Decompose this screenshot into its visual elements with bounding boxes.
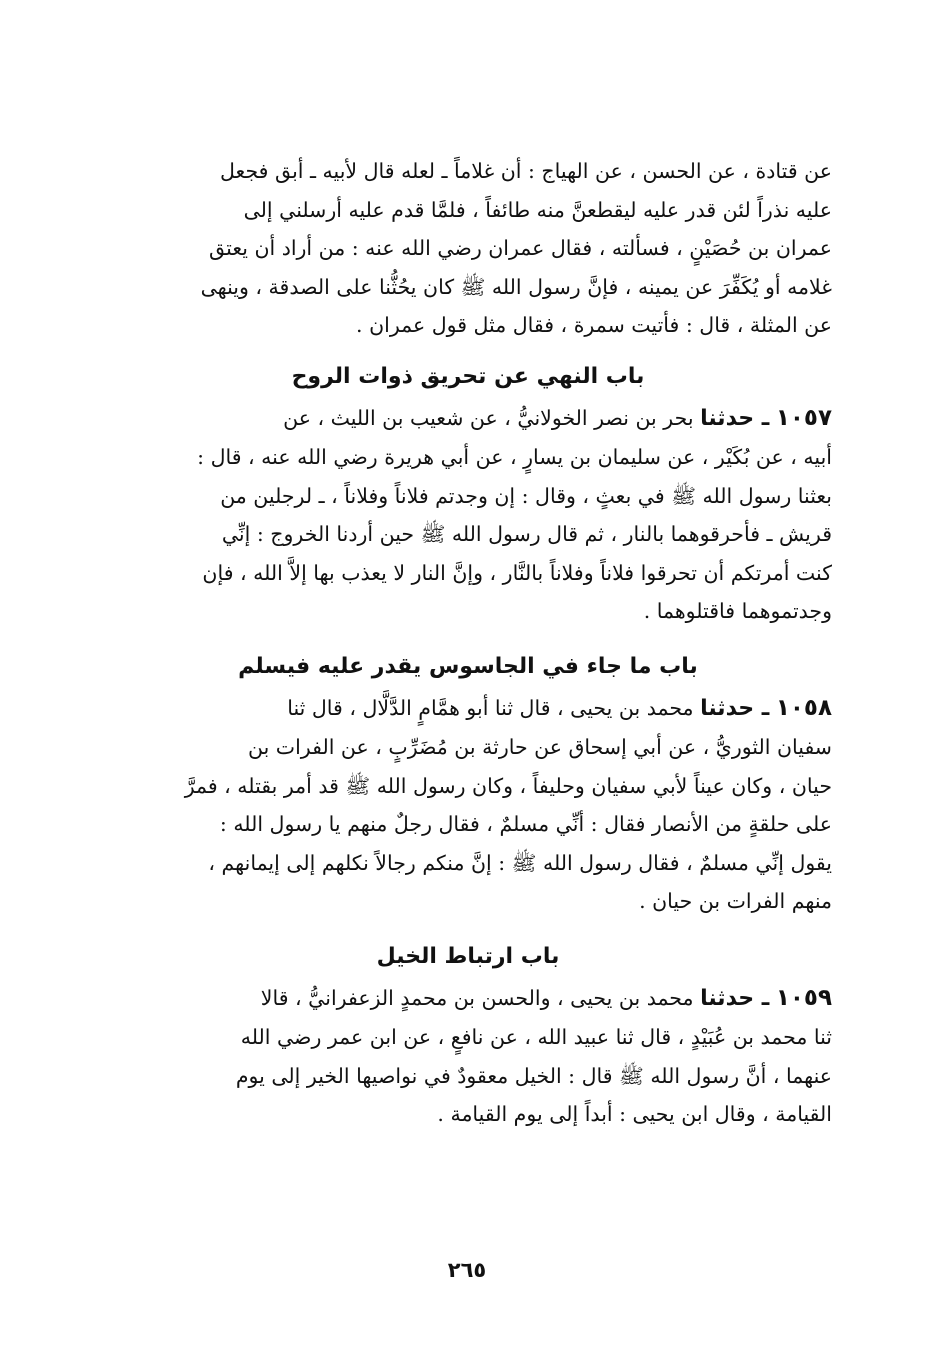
hadith-1059 <box>104 979 832 1134</box>
hadith-1057 <box>104 399 832 631</box>
page-body <box>104 152 832 1134</box>
text-line: أبيه ، عن بُكَيْر ، عن سليمان بن يسارٍ ، عن أبي هريرة رضي الله عنه ، قال : <box>197 445 832 469</box>
haddathana-marker: ـ حدثنا <box>700 985 770 1011</box>
hadith-first-line <box>104 399 832 439</box>
section-heading-1057: باب النهي عن تحريق ذوات الروح <box>291 363 645 389</box>
text-line: قريش ـ فأحرقوهما بالنار ، ثم قال رسول الله ﷺ حين أردنا الخروج : إنِّي <box>221 522 832 546</box>
page-number: ٢٦٥ <box>447 1258 487 1282</box>
hadith-first-line <box>104 689 832 729</box>
hadith-1058 <box>104 689 832 921</box>
opening-paragraph <box>104 152 832 345</box>
text-line: عليه نذراً لئن قدر عليه ليقطعنَّ منه طائفاً ، فلمَّا قدم عليه أرسلني إلى <box>243 197 832 222</box>
text-line: بعثنا رسول الله ﷺ في بعثٍ ، وقال : إن وجدتم فلاناً وفلاناً ، ـ لرجلين من <box>220 483 832 508</box>
text-line: القيامة ، وقال ابن يحيى : أبداً إلى يوم القيامة . <box>437 1102 832 1126</box>
text-line: عمران بن حُصَيْنٍ ، فسألته ، فقال عمران رضي الله عنه : من أراد أن يعتق <box>209 236 832 260</box>
text-line: ثنا محمد بن عُبَيْدٍ ، قال ثنا عبيد الله ، عن نافعٍ ، عن ابن عمر رضي الله <box>240 1025 832 1049</box>
text-line: محمد بن يحيى ، قال ثنا أبو همَّامٍ الدَّلَّال ، قال ثنا <box>287 695 694 720</box>
text-line: كنت أمرتكم أن تحرقوا فلاناً وفلاناً بالنَّار ، وإنَّ النار لا يعذب بها إلاَّ الله ، فإن <box>202 560 832 585</box>
section-heading-1059: باب ارتباط الخيل <box>376 943 560 969</box>
hadith-number: ١٠٥٧ <box>775 404 832 431</box>
section-heading-1058: باب ما جاء في الجاسوس يقدر عليه فيسلم <box>238 653 698 679</box>
text-line: منهم الفرات بن حيان . <box>639 889 832 913</box>
text-line: يقول إنِّي مسلمٌ ، فقال رسول الله ﷺ : إنَّ منكم رجالاً نكلهم إلى إيمانهم ، <box>208 850 832 875</box>
text-line: محمد بن يحيى ، والحسن بن محمدٍ الزعفرانيُّ ، قالا <box>260 985 694 1010</box>
text-line: غلامه أو يُكَفِّرَ عن يمينه ، فإنَّ رسول الله ﷺ كان يحُثُّنا على الصدقة ، وينهى <box>200 274 832 299</box>
hadith-number: ١٠٥٩ <box>775 984 832 1011</box>
haddathana-marker: ـ حدثنا <box>700 695 770 721</box>
text-line: وجدتموهما فاقتلوهما . <box>643 599 832 623</box>
text-line: بحر بن نصر الخولانيُّ ، عن شعيب بن الليث ، عن <box>283 405 694 430</box>
haddathana-marker: ـ حدثنا <box>700 405 770 431</box>
text-line: عن قتادة ، عن الحسن ، عن الهياج : أن غلاماً ـ لعله قال لأبيه ـ أبق فجعل <box>220 159 832 183</box>
hadith-first-line <box>104 979 832 1019</box>
text-line: على حلقةٍ من الأنصار فقال : أنِّي مسلمٌ ، فقال رجلٌ منهم يا رسول الله : <box>219 812 832 836</box>
text-line: عن المثلة ، قال : فأتيت سمرة ، فقال مثل قول عمران . <box>356 313 832 337</box>
text-line: سفيان الثوريُّ ، عن أبي إسحاق عن حارثة بن مُضَرِّبٍ ، عن الفرات بن <box>247 735 832 759</box>
hadith-number: ١٠٥٨ <box>775 694 832 721</box>
text-line: عنهما ، أنَّ رسول الله ﷺ قال : الخيل معقودٌ في نواصيها الخير إلى يوم <box>235 1063 832 1088</box>
text-line: حيان ، وكان عيناً لأبي سفيان وحليفاً ، وكان رسول الله ﷺ قد أمر بقتله ، فمرَّ <box>184 773 832 798</box>
